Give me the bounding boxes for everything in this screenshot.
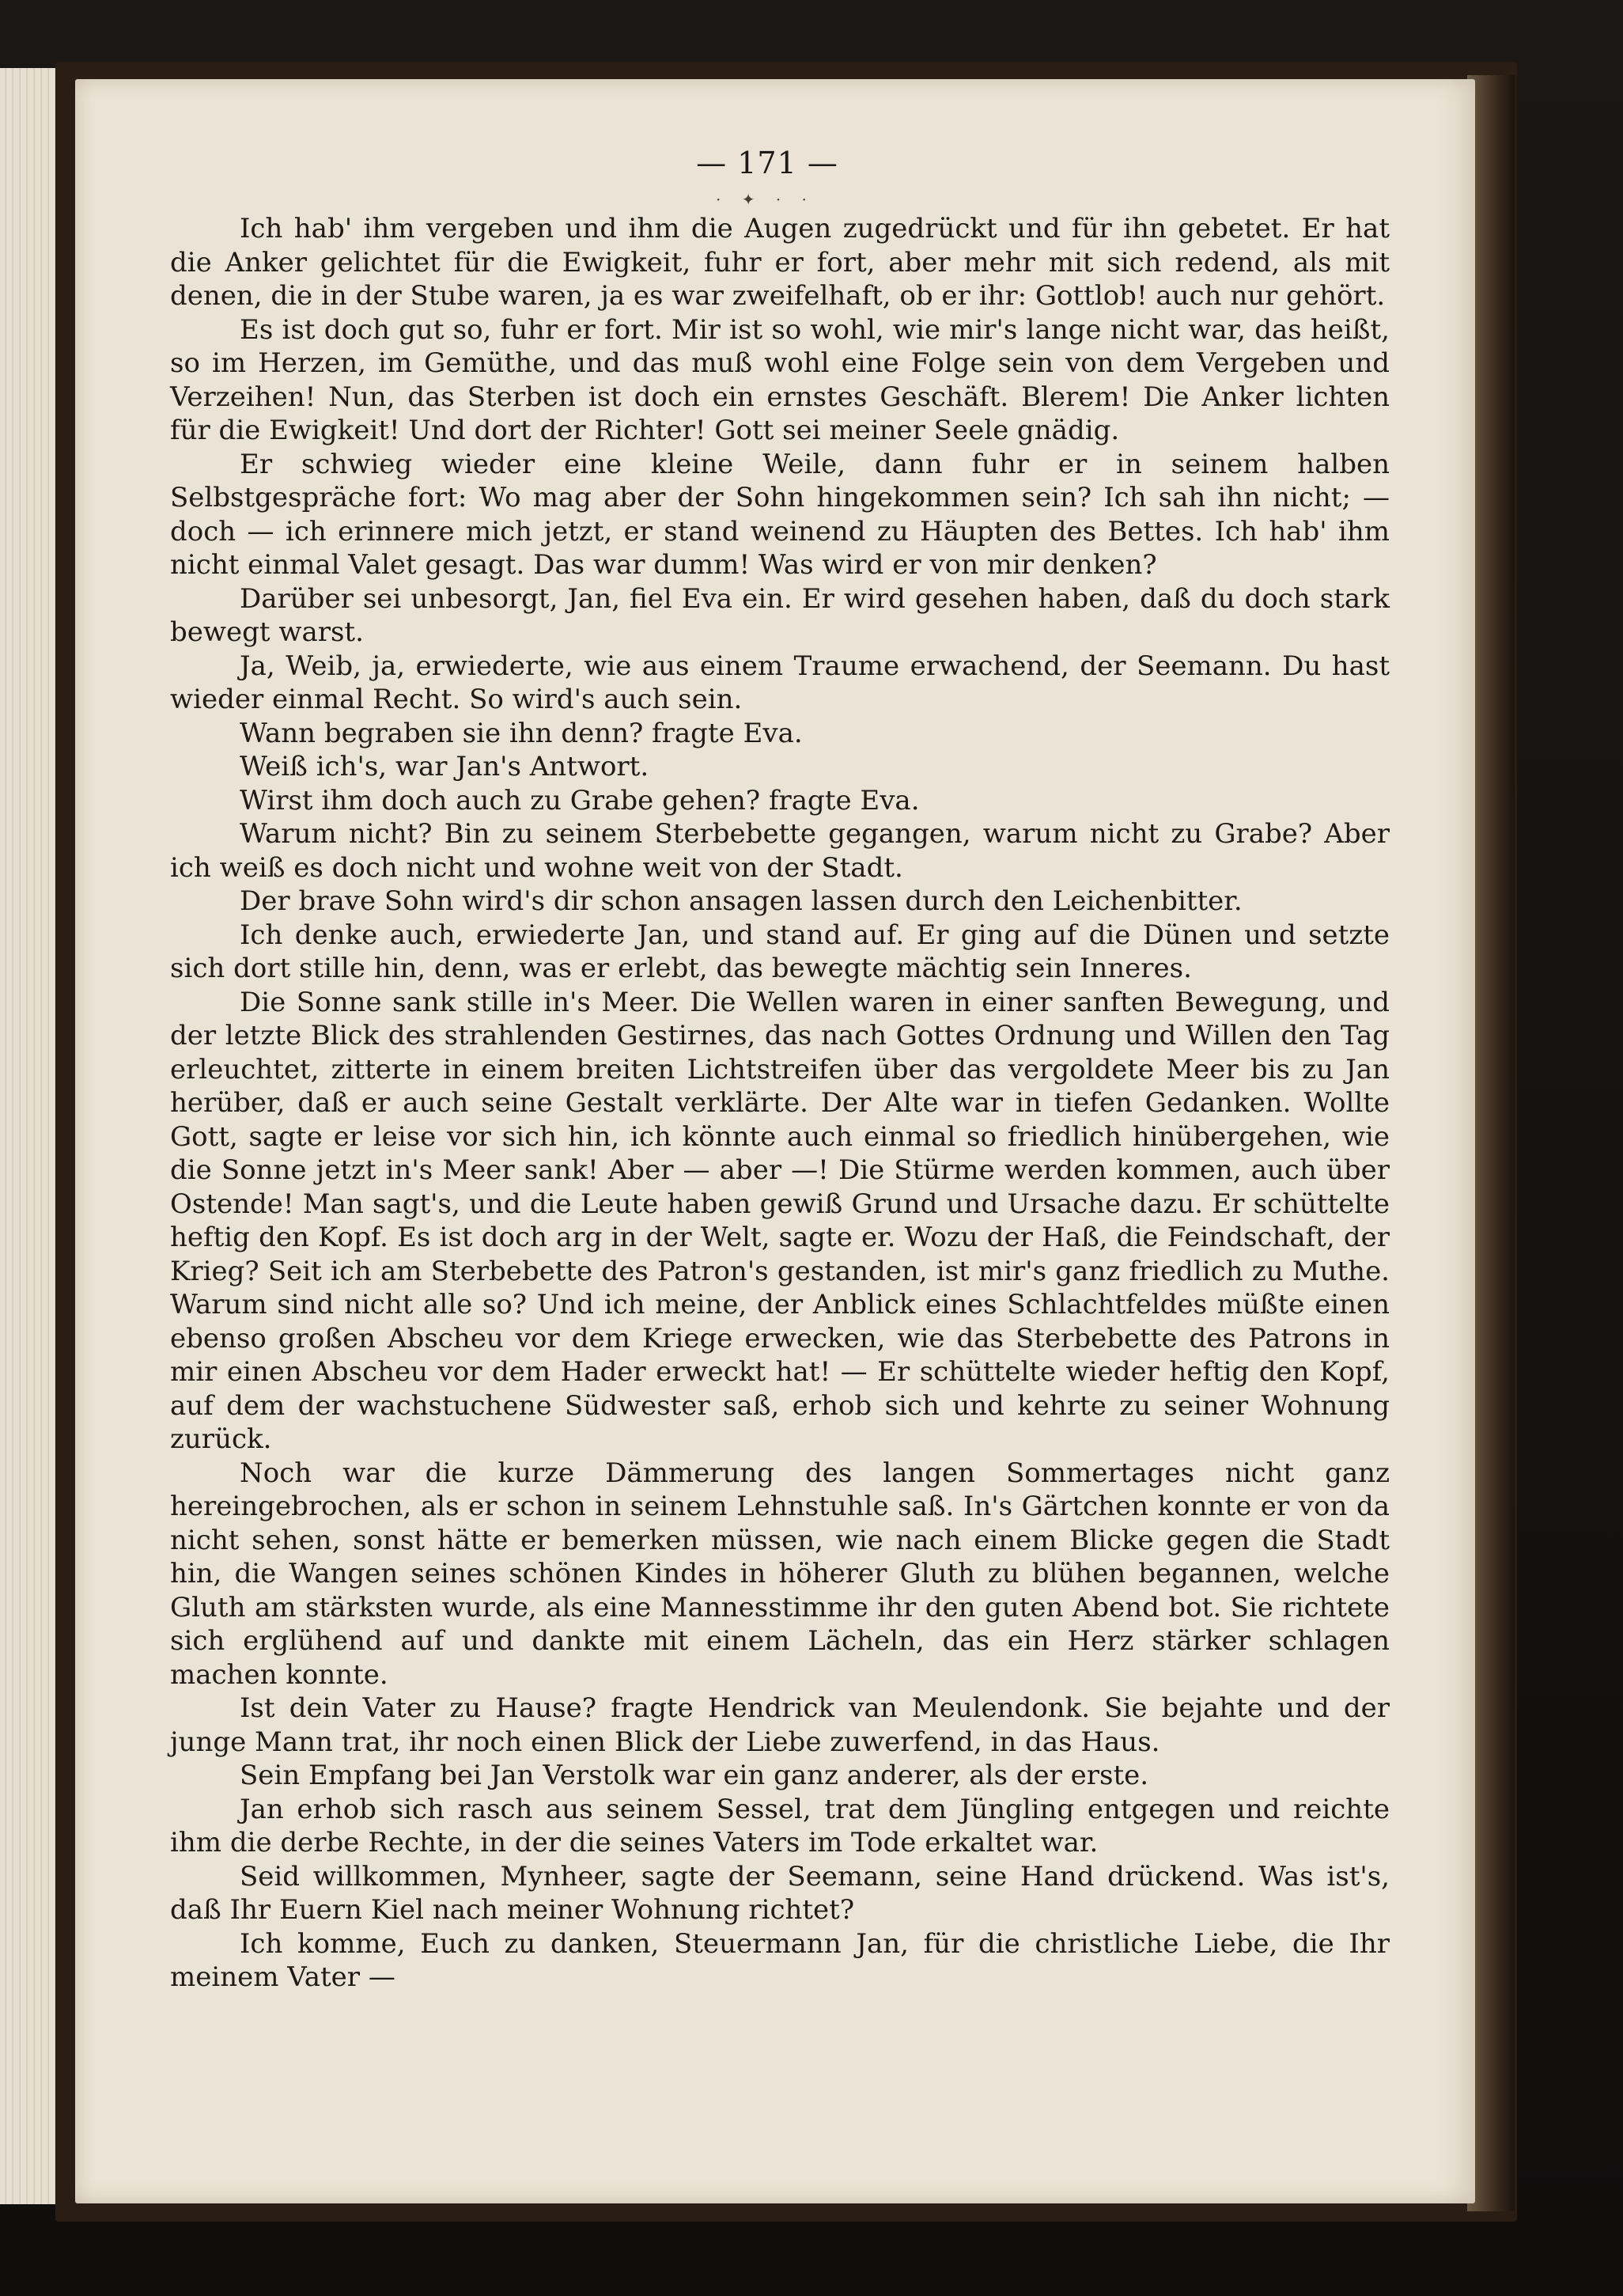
paragraph: Ich denke auch, erwiederte Jan, und stand auf. Er ging auf die Dünen und setzte sich dort stille hin, denn, was er erlebt, das bewegte mächtig sein Inneres. bbox=[170, 919, 1390, 984]
paragraph: Wann begraben sie ihn denn? fragte Eva. bbox=[240, 717, 803, 749]
paragraph: Wirst ihm doch auch zu Grabe gehen? fragte Eva. bbox=[240, 784, 920, 816]
paragraph: Warum nicht? Bin zu seinem Sterbebette gegangen, warum nicht zu Grabe? Aber ich weiß es doch nicht und wohne weit von der Stadt. bbox=[170, 818, 1390, 884]
paragraph: Weiß ich's, war Jan's Antwort. bbox=[240, 751, 649, 782]
page-number: — 171 — bbox=[696, 146, 838, 180]
paragraph: Darüber sei unbesorgt, Jan, fiel Eva ein. Er wird gesehen haben, daß du doch stark bewegt warst. bbox=[170, 582, 1390, 648]
paragraph: Ich komme, Euch zu danken, Steuermann Jan, für die christliche Liebe, die Ihr meinem Vater — bbox=[170, 1927, 1390, 1993]
paragraph: Die Sonne sank stille in's Meer. Die Wellen waren in einer sanften Bewegung, und der letzte Blick des strahlenden Gestirnes, das nach Gottes Ordnung und Willen den Tag erleuchtet, zitterte in einem breiten Lichtstreifen über das vergoldete Meer bis zu Jan herüber, daß er auch seine Gestalt verklärte. Der Alte war in tiefen Gedanken. Wollte Gott, sagte er leise vor sich hin, ich könnte auch einmal so friedlich hinübergehen, wie die Sonne jetzt in's Meer sank! Aber — aber —! Die Stürme werden kommen, auch über Ostende! Man sagt's, und die Leute haben gewiß Grund und Ursache dazu. Er schüttelte heftig den Kopf. Es ist doch arg in der Welt, sagte er. Wozu der Haß, die Feindschaft, der Krieg? Seit ich am Sterbebette des Patron's gestanden, ist mir's ganz friedlich zu Muthe. Warum sind nicht alle so? Und ich meine, der Anblick eines Schlachtfeldes müßte einen ebenso großen Abscheu vor dem Kriege erwecken, wie das Sterbebette des Patrons in mir einen Abscheu vor dem Hader erweckt hat! — Er schüttelte wieder heftig den Kopf, auf dem der wachstuchene Südwester saß, erhob sich und kehrte zu seiner Wohnung zurück. bbox=[170, 986, 1390, 1455]
paragraph: Seid willkommen, Mynheer, sagte der Seemann, seine Hand drückend. Was ist's, daß Ihr Euern Kiel nach meiner Wohnung richtet? bbox=[170, 1860, 1390, 1926]
paragraph: Jan erhob sich rasch aus seinem Sessel, trat dem Jüngling entgegen und reichte ihm die derbe Rechte, in der die seines Vaters im Tode erkaltet war. bbox=[170, 1793, 1390, 1858]
page-body bbox=[170, 212, 1390, 1995]
paragraph: Ja, Weib, ja, erwiederte, wie aus einem Traume erwachend, der Seemann. Du hast wieder einmal Recht. So wird's auch sein. bbox=[170, 650, 1390, 715]
paragraph: Der brave Sohn wird's dir schon ansagen lassen durch den Leichenbitter. bbox=[240, 885, 1243, 917]
paragraph: Er schwieg wieder eine kleine Weile, dann fuhr er in seinem halben Selbstgespräche fort: Wo mag aber der Sohn hingekommen sein? Ich sah ihn nicht; — doch — ich erinnere mich jetzt, er stand weinend zu Häupten des Bettes. Ich hab' ihm nicht einmal Valet gesagt. Das war dumm! Was wird er von mir denken? bbox=[170, 448, 1390, 581]
paragraph: Noch war die kurze Dämmerung des langen Sommertages nicht ganz hereingebrochen, als er schon in seinem Lehnstuhle saß. In's Gärtchen konnte er von da nicht sehen, sonst hätte er bemerken müssen, wie nach einem Blicke gegen die Stadt hin, die Wangen seines schönen Kindes in höherer Gluth zu blühen begannen, welche Gluth am stärksten wurde, als eine Mannesstimme ihr den guten Abend bot. Sie richtete sich erglühend auf und dankte mit einem Lächeln, das ein Herz stärker schlagen machen konnte. bbox=[170, 1457, 1390, 1691]
paragraph: Ist dein Vater zu Hause? fragte Hendrick van Meulendonk. Sie bejahte und der junge Mann trat, ihr noch einen Blick der Liebe zuwerfend, in das Haus. bbox=[170, 1692, 1390, 1758]
paragraph: Sein Empfang bei Jan Verstolk war ein ganz anderer, als der erste. bbox=[240, 1760, 1149, 1791]
book-page bbox=[75, 79, 1475, 2203]
paragraph: Es ist doch gut so, fuhr er fort. Mir ist so wohl, wie mir's lange nicht war, das heißt, so im Herzen, im Gemüthe, und das muß wohl eine Folge sein von dem Vergeben und Verzeihen! Nun, das Sterben ist doch ein ernstes Geschäft. Blerem! Die Anker lichten für die Ewigkeit! Und dort der Richter! Gott sei meiner Seele gnädig. bbox=[170, 313, 1390, 446]
paragraph: Ich hab' ihm vergeben und ihm die Augen zugedrückt und für ihn gebetet. Er hat die Anker gelichtet für die Ewigkeit, fuhr er fort, aber mehr mit sich redend, als mit denen, die in der Stube waren, ja es war zweifelhaft, ob er ihr: Gottlob! auch nur gehört. bbox=[170, 213, 1390, 312]
header-ornament: · ✦ · · bbox=[716, 190, 815, 209]
